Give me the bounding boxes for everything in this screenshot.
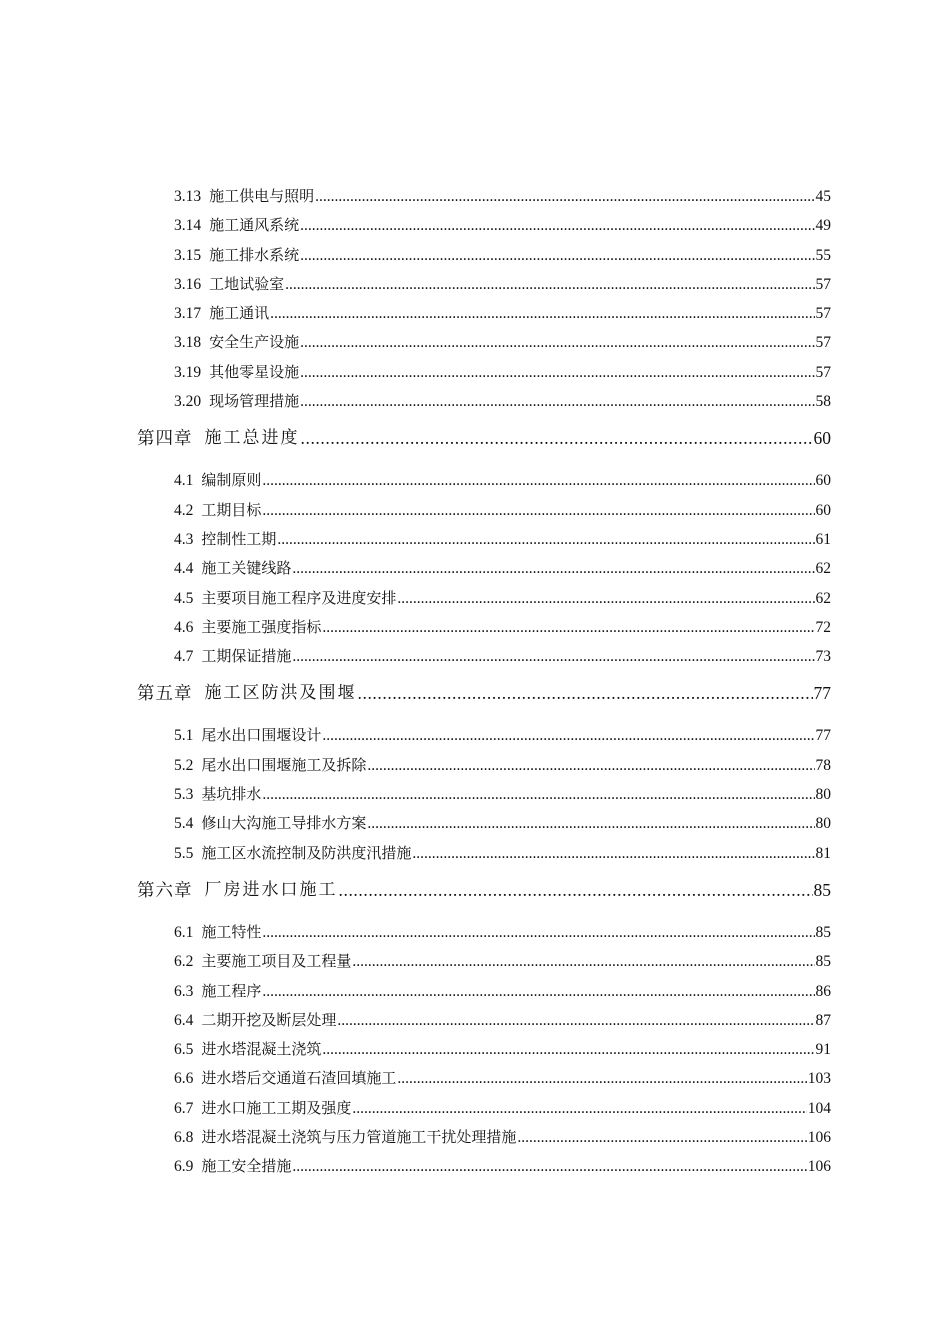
toc-entry-title: 施工供电与照明 <box>209 187 315 205</box>
toc-entry-number: 第六章 <box>137 879 193 900</box>
toc-entry-title: 其他零星设施 <box>209 362 300 381</box>
toc-entry-title: 厂房进水口施工 <box>204 879 338 900</box>
table-of-contents <box>0 182 950 1182</box>
toc-entry-page: 45 <box>815 188 831 205</box>
toc-section-entry[interactable] <box>174 1064 831 1093</box>
toc-dot-leader <box>300 387 814 416</box>
toc-dot-leader <box>412 839 814 868</box>
toc-entry-page: 81 <box>815 844 831 862</box>
toc-entry-title: 施工区水流控制及防洪度汛措施 <box>201 843 412 862</box>
toc-section-entry[interactable] <box>174 466 831 495</box>
toc-entry-number: 5.3 <box>174 786 194 804</box>
toc-section-entry[interactable] <box>174 496 831 525</box>
toc-entry-number: 3.14 <box>174 217 202 235</box>
toc-entry-page: 73 <box>815 648 831 666</box>
toc-entry-page: 57 <box>815 275 831 293</box>
toc-entry-title: 施工安全措施 <box>201 1157 292 1176</box>
toc-entry-title: 安全生产设施 <box>209 333 300 352</box>
toc-dot-leader <box>322 613 814 642</box>
toc-entry-title: 施工通风系统 <box>209 216 300 235</box>
toc-entry-number: 4.6 <box>174 618 194 636</box>
toc-entry-number: 6.9 <box>174 1158 194 1176</box>
toc-dot-leader <box>292 642 814 671</box>
toc-section-entry[interactable] <box>174 1006 831 1035</box>
toc-dot-leader <box>277 525 814 554</box>
toc-entry-title: 工地试验室 <box>209 274 285 293</box>
toc-entry-title: 施工总进度 <box>204 428 300 449</box>
toc-entry-title: 主要施工项目及工程量 <box>201 952 352 971</box>
toc-entry-page: 80 <box>815 786 831 804</box>
toc-dot-leader <box>397 584 814 613</box>
toc-dot-leader <box>270 299 814 328</box>
toc-entry-title: 二期开挖及断层处理 <box>201 1010 337 1029</box>
toc-section-entry[interactable] <box>174 387 831 416</box>
toc-entry-page: 87 <box>815 1011 831 1029</box>
toc-dot-leader <box>285 270 814 299</box>
toc-entry-number: 3.19 <box>174 363 202 381</box>
toc-entry-page: 49 <box>815 217 831 235</box>
toc-chapter-entry[interactable] <box>137 873 831 907</box>
toc-entry-number: 5.1 <box>174 727 194 745</box>
toc-section-entry[interactable] <box>174 1152 831 1181</box>
toc-section-entry[interactable] <box>174 584 831 613</box>
toc-entry-page: 62 <box>815 560 831 578</box>
toc-entry-number: 3.13 <box>174 188 202 205</box>
toc-entry-number: 3.17 <box>174 305 202 323</box>
toc-entry-number: 3.18 <box>174 334 202 352</box>
toc-entry-number: 5.4 <box>174 815 194 833</box>
toc-entry-title: 施工程序 <box>201 981 262 1000</box>
toc-dot-leader <box>292 1152 806 1181</box>
toc-entry-title: 基坑排水 <box>201 785 262 804</box>
toc-entry-title: 主要项目施工程序及进度安排 <box>201 588 397 607</box>
toc-entry-page: 77 <box>813 683 831 704</box>
toc-section-entry[interactable] <box>174 918 831 947</box>
toc-entry-number: 6.2 <box>174 953 194 971</box>
toc-entry-page: 85 <box>815 953 831 971</box>
toc-dot-leader <box>300 241 814 270</box>
toc-entry-page: 86 <box>815 982 831 1000</box>
toc-entry-title: 修山大沟施工导排水方案 <box>201 814 367 833</box>
toc-entry-title: 施工通讯 <box>209 304 270 323</box>
toc-entry-number: 3.15 <box>174 246 202 264</box>
toc-entry-number: 6.4 <box>174 1011 194 1029</box>
toc-entry-number: 5.2 <box>174 756 194 774</box>
toc-dot-leader <box>300 211 814 240</box>
toc-section-entry[interactable] <box>174 751 831 780</box>
toc-entry-number: 6.5 <box>174 1041 194 1059</box>
toc-dot-leader <box>397 1064 806 1093</box>
toc-section-entry[interactable] <box>174 977 831 1006</box>
toc-section-entry[interactable] <box>174 780 831 809</box>
toc-entry-number: 5.5 <box>174 844 194 862</box>
toc-entry-title: 编制原则 <box>201 471 262 490</box>
toc-entry-number: 4.4 <box>174 560 194 578</box>
toc-entry-page: 85 <box>813 879 831 900</box>
toc-entry-page: 106 <box>807 1129 831 1147</box>
toc-section-entry[interactable] <box>174 270 831 299</box>
toc-entry-number: 6.7 <box>174 1099 194 1117</box>
toc-section-entry[interactable] <box>174 358 831 387</box>
toc-section-entry[interactable] <box>174 642 831 671</box>
toc-entry-title: 施工关键线路 <box>201 559 292 578</box>
toc-entry-title: 进水塔混凝土浇筑 <box>201 1040 322 1059</box>
toc-entry-number: 4.2 <box>174 501 194 519</box>
toc-dot-leader <box>292 554 814 583</box>
toc-section-entry[interactable] <box>174 1094 831 1123</box>
toc-section-entry[interactable] <box>174 1035 831 1064</box>
toc-dot-leader <box>262 977 814 1006</box>
toc-dot-leader <box>367 809 814 838</box>
toc-section-entry[interactable] <box>174 947 831 976</box>
toc-entry-title: 工期目标 <box>201 500 262 519</box>
toc-entry-title: 现场管理措施 <box>209 392 300 411</box>
toc-entry-title: 主要施工强度指标 <box>201 617 322 636</box>
toc-chapter-entry[interactable] <box>137 421 831 455</box>
toc-dot-leader <box>262 496 814 525</box>
toc-dot-leader <box>352 1094 806 1123</box>
toc-entry-number: 3.16 <box>174 275 202 293</box>
toc-entry-page: 78 <box>815 756 831 774</box>
toc-section-entry[interactable] <box>174 1123 831 1152</box>
toc-entry-title: 控制性工期 <box>201 529 277 548</box>
toc-dot-leader <box>262 780 814 809</box>
toc-entry-page: 60 <box>815 501 831 519</box>
toc-section-entry[interactable] <box>174 525 831 554</box>
toc-dot-leader <box>301 421 813 455</box>
toc-section-entry[interactable] <box>174 299 831 328</box>
toc-dot-leader <box>300 328 814 357</box>
toc-entry-number: 4.5 <box>174 589 194 607</box>
toc-section-entry[interactable] <box>174 211 831 240</box>
toc-entry-page: 58 <box>815 393 831 411</box>
toc-entry-page: 61 <box>815 530 831 548</box>
toc-entry-title: 工期保证措施 <box>201 647 292 666</box>
toc-dot-leader <box>367 751 814 780</box>
toc-entry-page: 57 <box>815 363 831 381</box>
toc-entry-page: 85 <box>815 923 831 941</box>
toc-entry-page: 80 <box>815 815 831 833</box>
toc-entry-page: 57 <box>815 305 831 323</box>
toc-dot-leader <box>322 1035 814 1064</box>
toc-dot-leader <box>300 358 814 387</box>
toc-section-entry[interactable] <box>174 809 831 838</box>
toc-dot-leader <box>337 1006 814 1035</box>
toc-entry-page: 60 <box>815 472 831 490</box>
toc-entry-page: 55 <box>815 246 831 264</box>
toc-entry-title: 尾水出口围堰施工及拆除 <box>201 755 367 774</box>
toc-entry-page: 103 <box>807 1070 831 1088</box>
toc-section-entry[interactable] <box>174 613 831 642</box>
toc-section-entry[interactable] <box>174 839 831 868</box>
toc-dot-leader <box>352 947 814 976</box>
toc-dot-leader <box>339 873 813 907</box>
toc-entry-number: 3.20 <box>174 393 202 411</box>
toc-entry-number: 6.6 <box>174 1070 194 1088</box>
toc-entry-number: 6.3 <box>174 982 194 1000</box>
toc-entry-number: 第五章 <box>137 683 193 704</box>
toc-section-entry[interactable] <box>174 554 831 583</box>
toc-dot-leader <box>262 466 814 495</box>
toc-entry-page: 62 <box>815 589 831 607</box>
toc-dot-leader <box>322 721 814 750</box>
toc-entry-page: 91 <box>815 1041 831 1059</box>
toc-entry-page: 72 <box>815 618 831 636</box>
toc-entry-title: 施工排水系统 <box>209 245 300 264</box>
toc-entry-number: 4.3 <box>174 530 194 548</box>
toc-entry-number: 6.1 <box>174 923 194 941</box>
toc-entry-title: 施工区防洪及围堰 <box>204 683 357 704</box>
toc-entry-number: 第四章 <box>137 428 193 449</box>
toc-section-entry[interactable] <box>174 721 831 750</box>
toc-entry-page: 106 <box>807 1158 831 1176</box>
toc-dot-leader <box>315 182 814 211</box>
toc-dot-leader <box>517 1123 806 1152</box>
toc-dot-leader <box>358 676 813 710</box>
toc-entry-number: 4.1 <box>174 472 194 490</box>
toc-entry-title: 施工特性 <box>201 922 262 941</box>
toc-entry-number: 6.8 <box>174 1129 194 1147</box>
toc-chapter-entry[interactable] <box>137 676 831 710</box>
toc-entry-title: 进水塔混凝土浇筑与压力管道施工干扰处理措施 <box>201 1128 517 1147</box>
toc-entry-page: 60 <box>813 428 831 449</box>
toc-entry-number: 4.7 <box>174 648 194 666</box>
toc-entry-page: 57 <box>815 334 831 352</box>
toc-section-entry[interactable] <box>174 182 831 211</box>
toc-section-entry[interactable] <box>174 241 831 270</box>
toc-entry-page: 104 <box>807 1099 831 1117</box>
toc-entry-title: 尾水出口围堰设计 <box>201 726 322 745</box>
toc-entry-page: 77 <box>815 727 831 745</box>
toc-dot-leader <box>262 918 814 947</box>
toc-entry-title: 进水口施工工期及强度 <box>201 1098 352 1117</box>
toc-entry-title: 进水塔后交通道石渣回填施工 <box>201 1069 397 1088</box>
toc-section-entry[interactable] <box>174 328 831 357</box>
